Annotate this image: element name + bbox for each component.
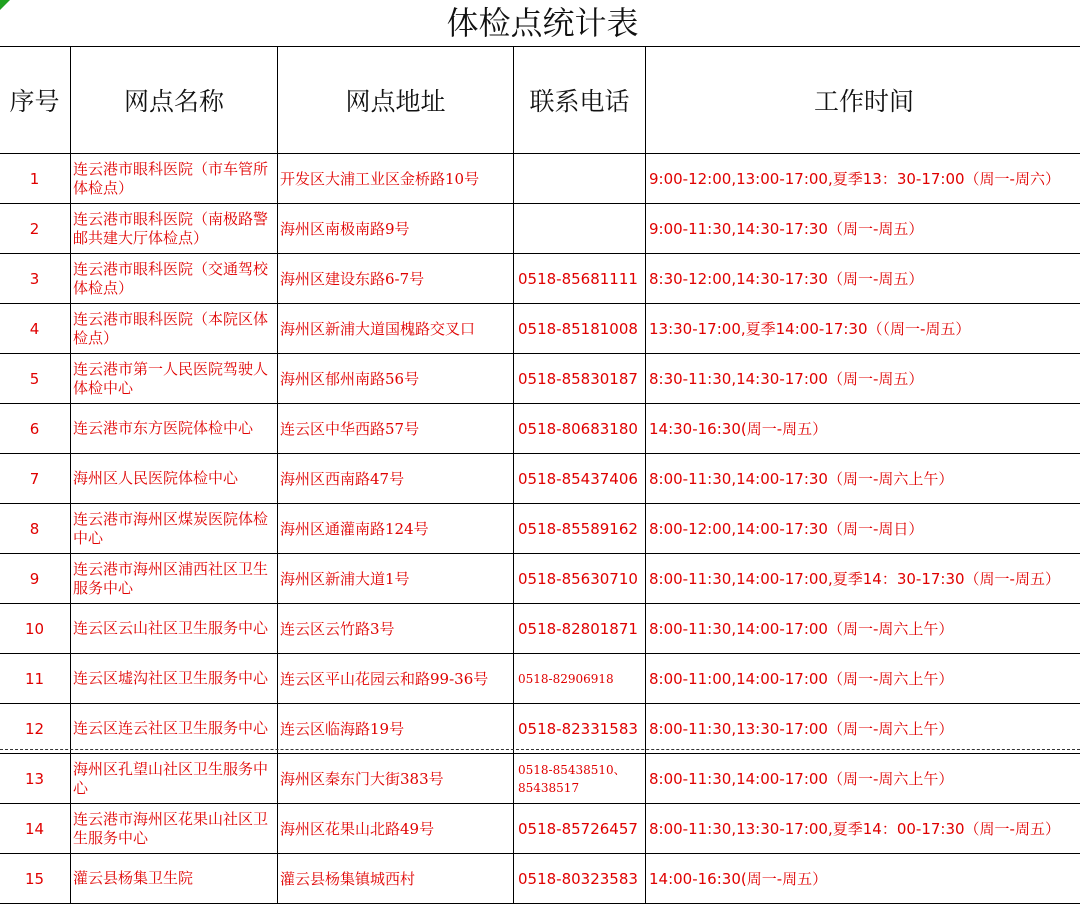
table-row [0,154,1080,204]
header-address: 网点地址 [278,47,514,154]
row-address: 海州区花果山北路49号 [278,804,514,854]
row-index: 15 [0,854,71,904]
row-name: 连云区墟沟社区卫生服务中心 [71,654,278,704]
row-index: 6 [0,404,71,454]
table-row [0,604,1080,654]
page-break-line [0,749,1080,750]
checkup-table [0,46,1080,904]
table-row [0,354,1080,404]
row-hours: 8:00-11:00,14:00-17:00（周一-周六上午） [646,654,1080,704]
table-row [0,554,1080,604]
row-name: 连云港市眼科医院（市车管所体检点） [71,154,278,204]
row-hours: 9:00-12:00,13:00-17:00,夏季13：30-17:00（周一-周六） [646,154,1080,204]
row-index: 11 [0,654,71,704]
row-hours: 9:00-11:30,14:30-17:30（周一-周五） [646,204,1080,254]
header-name: 网点名称 [71,47,278,154]
row-name: 连云港市东方医院体检中心 [71,404,278,454]
row-phone [514,154,646,204]
row-index: 7 [0,454,71,504]
row-address: 灌云县杨集镇城西村 [278,854,514,904]
header-hours: 工作时间 [646,47,1080,154]
row-index: 12 [0,704,71,754]
row-address: 连云区临海路19号 [278,704,514,754]
row-phone: 0518-80683180 [514,404,646,454]
row-phone [514,204,646,254]
table-row [0,704,1080,754]
page-title: 体检点统计表 [0,0,1080,46]
row-address: 海州区新浦大道1号 [278,554,514,604]
row-name: 连云港市眼科医院（本院区体检点） [71,304,278,354]
row-name: 连云港市海州区浦西社区卫生服务中心 [71,554,278,604]
row-phone: 0518-85681111 [514,254,646,304]
row-hours: 14:30-16:30(周一-周五） [646,404,1080,454]
row-phone: 0518-85438510、85438517 [514,754,646,804]
row-index: 1 [0,154,71,204]
row-address: 开发区大浦工业区金桥路10号 [278,154,514,204]
table-row [0,204,1080,254]
row-index: 2 [0,204,71,254]
row-phone: 0518-85830187 [514,354,646,404]
row-name: 连云港市海州区花果山社区卫生服务中心 [71,804,278,854]
row-index: 14 [0,804,71,854]
row-name: 灌云县杨集卫生院 [71,854,278,904]
row-address: 海州区通灌南路124号 [278,504,514,554]
row-phone: 0518-85630710 [514,554,646,604]
row-index: 3 [0,254,71,304]
row-hours: 8:00-11:30,13:30-17:00,夏季14：00-17:30（周一-周五） [646,804,1080,854]
row-name: 连云港市海州区煤炭医院体检中心 [71,504,278,554]
table-row [0,254,1080,304]
row-hours: 8:00-11:30,14:00-17:00（周一-周六上午） [646,604,1080,654]
row-index: 10 [0,604,71,654]
row-hours: 8:00-11:30,14:00-17:30（周一-周六上午） [646,454,1080,504]
row-hours: 8:00-11:30,14:00-17:00,夏季14：30-17:30（周一-周五） [646,554,1080,604]
table-row [0,304,1080,354]
row-index: 13 [0,754,71,804]
row-hours: 8:30-11:30,14:30-17:00（周一-周五） [646,354,1080,404]
row-name: 海州区人民医院体检中心 [71,454,278,504]
row-phone: 0518-85437406 [514,454,646,504]
row-address: 连云区平山花园云和路99-36号 [278,654,514,704]
table-row [0,804,1080,854]
row-phone: 0518-82801871 [514,604,646,654]
row-name: 连云港市眼科医院（交通驾校体检点） [71,254,278,304]
row-address: 海州区新浦大道国槐路交叉口 [278,304,514,354]
row-name: 连云区连云社区卫生服务中心 [71,704,278,754]
table-row [0,454,1080,504]
row-name: 连云港市眼科医院（南极路警邮共建大厅体检点） [71,204,278,254]
row-phone: 0518-85589162 [514,504,646,554]
row-phone: 0518-82906918 [514,654,646,704]
row-index: 5 [0,354,71,404]
header-row [0,47,1080,154]
row-address: 海州区秦东门大街383号 [278,754,514,804]
row-hours: 8:30-12:00,14:30-17:30（周一-周五） [646,254,1080,304]
row-address: 海州区南极南路9号 [278,204,514,254]
table-row [0,854,1080,904]
row-address: 连云区云竹路3号 [278,604,514,654]
row-address: 海州区郁州南路56号 [278,354,514,404]
row-name: 连云港市第一人民医院驾驶人体检中心 [71,354,278,404]
row-phone: 0518-82331583 [514,704,646,754]
row-phone: 0518-85181008 [514,304,646,354]
table-row [0,504,1080,554]
row-name: 海州区孔望山社区卫生服务中心 [71,754,278,804]
row-hours: 8:00-11:30,14:00-17:00（周一-周六上午） [646,754,1080,804]
row-phone: 0518-80323583 [514,854,646,904]
row-index: 8 [0,504,71,554]
table-row [0,404,1080,454]
row-address: 连云区中华西路57号 [278,404,514,454]
row-hours: 8:00-12:00,14:00-17:30（周一-周日） [646,504,1080,554]
row-address: 海州区西南路47号 [278,454,514,504]
header-phone: 联系电话 [514,47,646,154]
row-index: 4 [0,304,71,354]
row-hours: 14:00-16:30(周一-周五） [646,854,1080,904]
table-row [0,754,1080,804]
row-hours: 8:00-11:30,13:30-17:00（周一-周六上午） [646,704,1080,754]
row-hours: 13:30-17:00,夏季14:00-17:30（（周一-周五） [646,304,1080,354]
table-row [0,654,1080,704]
row-address: 海州区建设东路6-7号 [278,254,514,304]
row-name: 连云区云山社区卫生服务中心 [71,604,278,654]
header-index: 序号 [0,47,71,154]
row-index: 9 [0,554,71,604]
row-phone: 0518-85726457 [514,804,646,854]
